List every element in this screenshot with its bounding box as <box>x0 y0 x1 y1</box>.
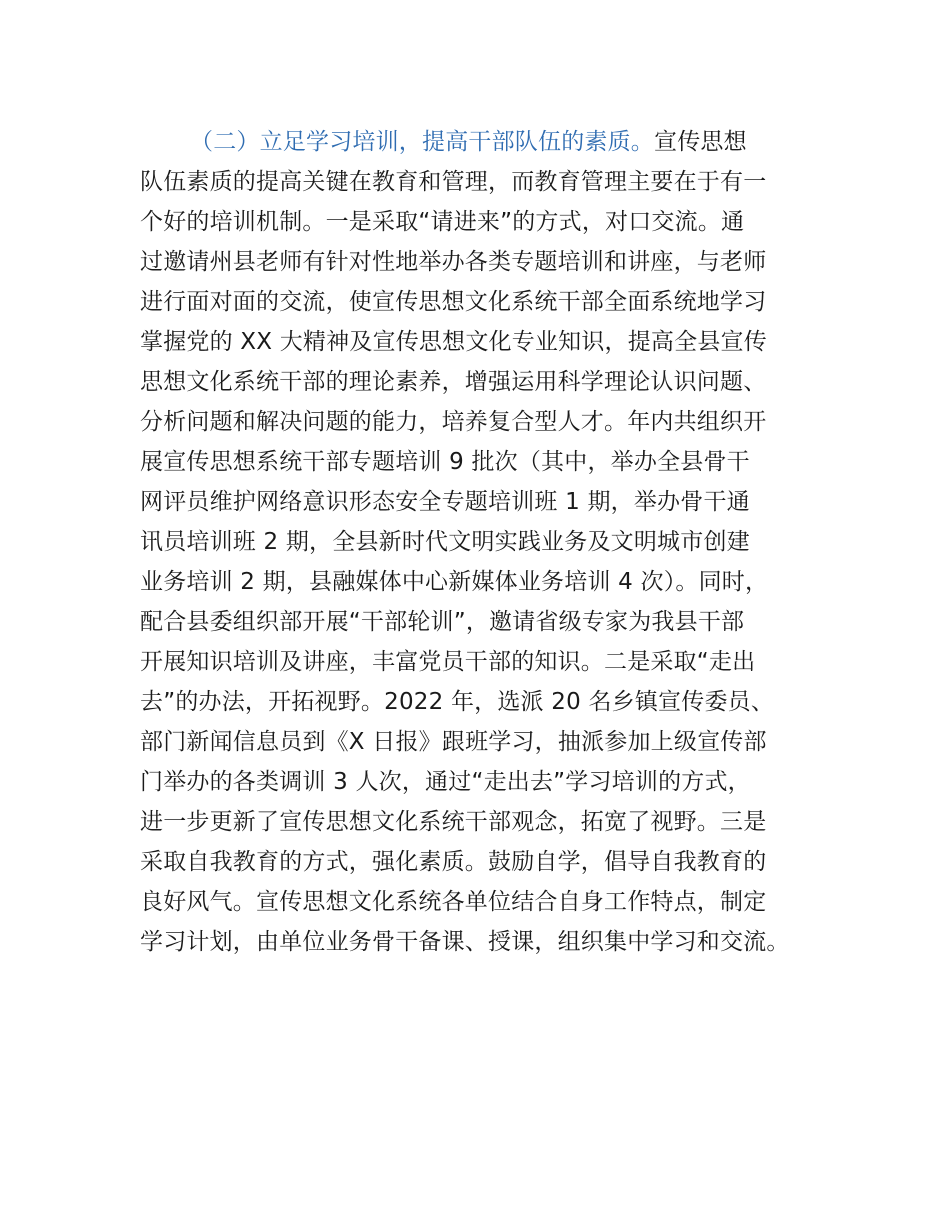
text-line: 展宣传思想系统干部专题培训 9 批次（其中，举办全县骨干 <box>140 449 750 475</box>
text-line: 网评员维护网络意识形态安全专题培训班 1 期，举办骨干通 <box>140 489 750 515</box>
text-line: 门举办的各类调训 3 人次，通过“走出去”学习培训的方式， <box>140 769 751 795</box>
text-line: 过邀请州县老师有针对性地举办各类专题培训和讲座，与老师 <box>140 249 767 275</box>
text-line: 掌握党的 XX 大精神及宣传思想文化专业知识，提高全县宣传 <box>140 329 767 355</box>
text-line: 进行面对面的交流，使宣传思想文化系统干部全面系统地学习 <box>140 289 767 315</box>
text-line: 队伍素质的提高关键在教育和管理，而教育管理主要在于有一 <box>140 169 767 195</box>
text-line: 配合县委组织部开展“干部轮训”，邀请省级专家为我县干部 <box>140 609 745 635</box>
text-line: 学习计划，由单位业务骨干备课、授课，组织集中学习和交流。 <box>140 929 790 955</box>
text-line: 思想文化系统干部的理论素养，增强运用科学理论认识问题、 <box>140 369 767 395</box>
text-line: 讯员培训班 2 期，全县新时代文明实践业务及文明城市创建 <box>140 529 750 555</box>
text-line: 开展知识培训及讲座，丰富党员干部的知识。二是采取“走出 <box>140 649 756 675</box>
text-line: 采取自我教育的方式，强化素质。鼓励自学，倡导自我教育的 <box>140 849 767 875</box>
text-line: 分析问题和解决问题的能力，培养复合型人才。年内共组织开 <box>140 409 767 435</box>
text-line: 个好的培训机制。一是采取“请进来”的方式，对口交流。通 <box>140 209 745 235</box>
text-line: 良好风气。宣传思想文化系统各单位结合自身工作特点，制定 <box>140 889 767 915</box>
section-heading: （二）立足学习培训，提高干部队伍的素质。 <box>190 129 654 155</box>
text-line: 进一步更新了宣传思想文化系统干部观念，拓宽了视野。三是 <box>140 809 767 835</box>
paragraph-first-line <box>140 122 830 162</box>
text-line: 业务培训 2 期，县融媒体中心新媒体业务培训 4 次）。同时， <box>140 569 769 595</box>
paragraph <box>140 122 830 962</box>
text-line: 去”的办法，开拓视野。2022 年，选派 20 名乡镇宣传委员、 <box>140 689 775 715</box>
text-line: 部门新闻信息员到《X 日报》跟班学习，抽派参加上级宣传部 <box>140 729 767 755</box>
text-line: 宣传思想 <box>654 129 747 155</box>
